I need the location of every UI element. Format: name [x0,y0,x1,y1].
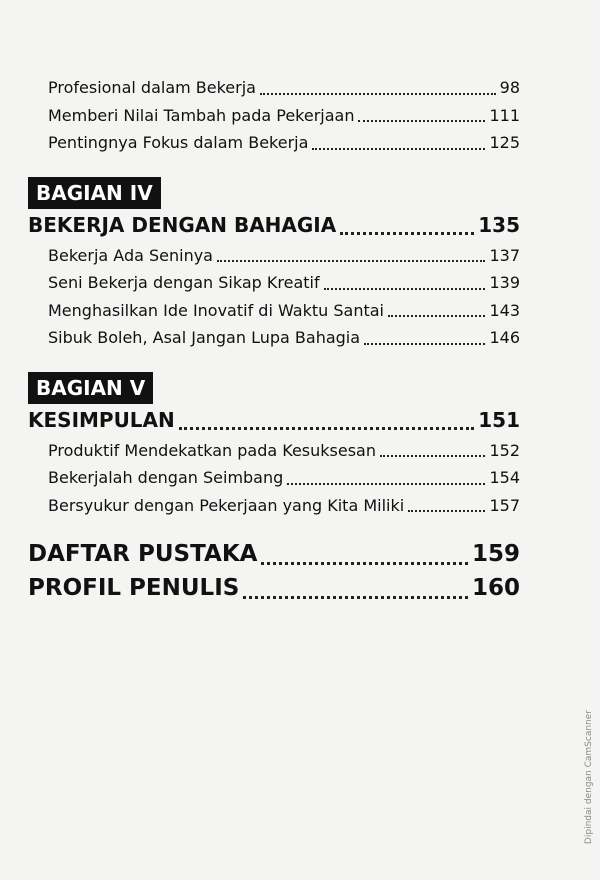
leader-dots [312,148,485,150]
toc-entry-title: Menghasilkan Ide Inovatif di Waktu Santai [48,300,384,320]
toc-entry-page: 111 [489,105,520,125]
leader-dots [380,455,485,457]
toc-heading-title: KESIMPULAN [28,407,175,432]
toc-part-heading [28,209,520,242]
toc-entry-page: 137 [489,245,520,265]
toc-entry [48,437,520,465]
toc-final-heading [28,571,520,605]
toc-entry-page: 152 [489,440,520,460]
leader-dots [358,120,485,122]
part-badge-v [28,372,520,404]
toc-heading-title: BEKERJA DENGAN BAHAGIA [28,212,337,237]
leader-dots [324,288,486,290]
toc-entry-title: Produktif Mendekatkan pada Kesuksesan [48,440,376,460]
toc-final-heading [28,537,520,571]
toc-heading-page: 151 [478,407,520,432]
leader-dots [340,232,474,235]
toc-heading-page: 159 [471,541,520,567]
toc-part-heading [28,404,520,437]
toc-entry-title: Memberi Nilai Tambah pada Pekerjaan [48,105,355,125]
toc-entry-page: 154 [489,468,520,487]
leader-dots [261,562,468,565]
leader-dots [408,510,485,512]
toc-entry [48,269,520,297]
toc-entry [48,492,520,520]
scanner-watermark: Dipindai dengan CamScanner [584,709,594,844]
leader-dots [260,93,496,95]
toc-entry-page: 146 [489,328,520,347]
toc-entry-page: 143 [489,300,520,320]
toc-entry-title: Bersyukur dengan Pekerjaan yang Kita Miliki [48,495,405,515]
toc-entry-title: Bekerja Ada Seninya [48,245,213,265]
toc-entry [48,129,520,157]
toc-entry-title: Pentingnya Fokus dalam Bekerja [48,133,309,152]
toc-entry [48,464,520,492]
part-badge-label: BAGIAN IV [28,177,161,209]
leader-dots [217,260,485,262]
part-badge-iv [28,177,520,209]
toc-heading-title: PROFIL PENULIS [28,575,240,601]
toc-entry [48,324,520,352]
toc-entry [48,102,520,130]
toc-heading-page: 135 [478,212,520,237]
table-of-contents [28,74,520,605]
part-badge-label: BAGIAN V [28,372,153,404]
toc-entry-title: Bekerjalah dengan Seimbang [48,468,284,487]
toc-entry-page: 139 [489,273,520,292]
leader-dots [287,483,485,485]
toc-entry-title: Sibuk Boleh, Asal Jangan Lupa Bahagia [48,328,361,347]
leader-dots [388,315,485,317]
toc-entry [48,74,520,102]
toc-entry [48,297,520,325]
leader-dots [179,427,474,430]
leader-dots [243,596,468,599]
toc-heading-page: 160 [471,575,520,601]
toc-entry-page: 125 [489,133,520,152]
toc-entry-title: Seni Bekerja dengan Sikap Kreatif [48,273,320,292]
toc-entry-title: Profesional dalam Bekerja [48,78,256,97]
toc-heading-title: DAFTAR PUSTAKA [28,541,258,567]
toc-entry [48,242,520,270]
toc-entry-page: 98 [499,78,520,97]
toc-entry-page: 157 [489,495,520,515]
leader-dots [364,343,485,345]
